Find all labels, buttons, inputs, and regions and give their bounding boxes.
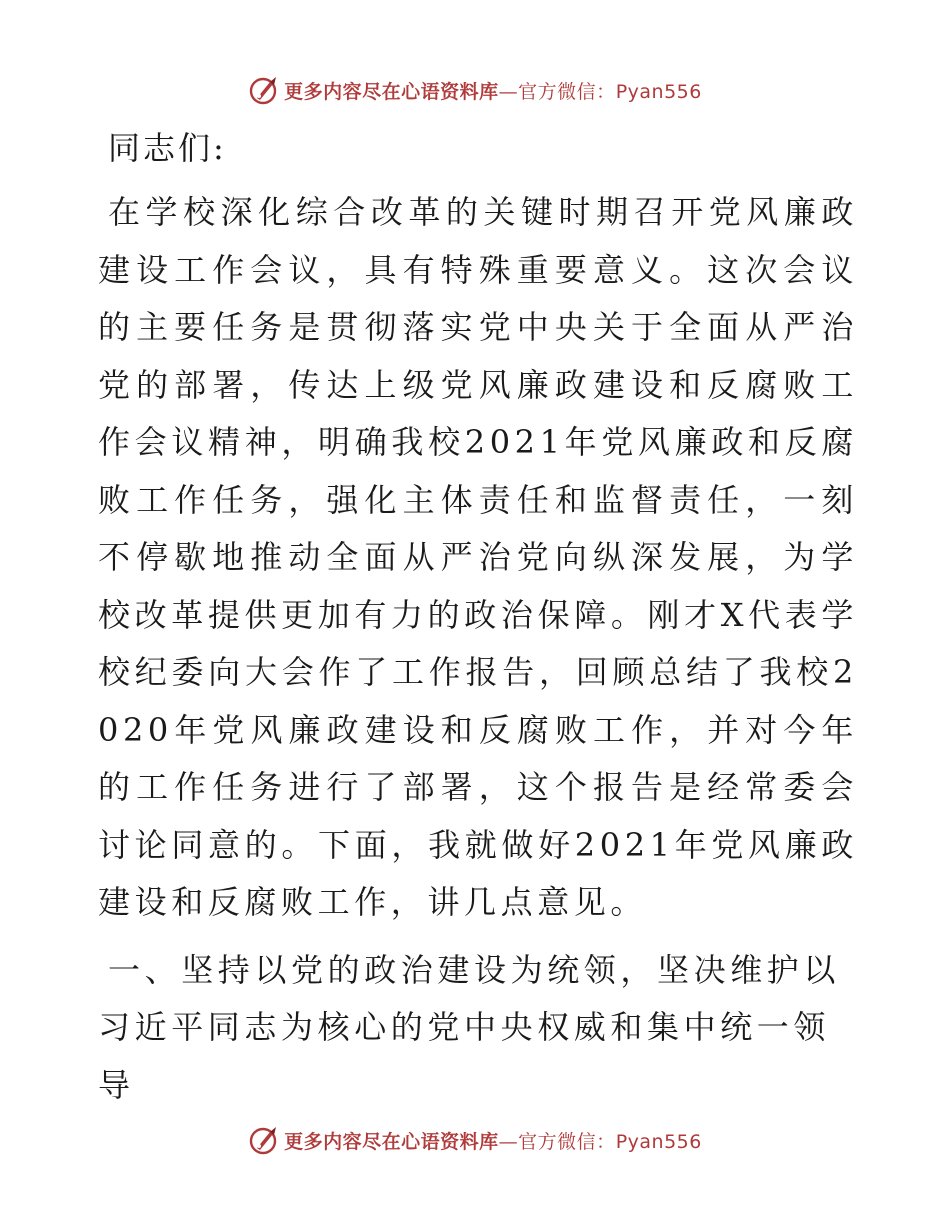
banner-account: Pyan556 [615,1130,702,1153]
banner-account: Pyan556 [615,80,702,103]
body-paragraph: 在学校深化综合改革的关键时期召开党风廉政建设工作会议，具有特殊重要意义。这次会议的主要任务是贯彻落实党中央关于全面从严治党的部署，传达上级党风廉政建设和反腐败工作会议精神，明确我校2021年党风廉政和反腐败工作任务，强化主体责任和监督责任，一刻不停歇地推动全面从严治党向纵深发展，为学校改革提供更加有力的政治保障。刚才X代表学校纪委向大会作了工作报告，回顾总结了我校2020年党风廉政建设和反腐败工作，并对今年的工作任务进行了部署，这个报告是经常委会讨论同意的。下面，我就做好2021年党风廉政建设和反腐败工作，讲几点意见。 [98,193,858,921]
quill-pen-logo-icon [248,1124,280,1156]
banner-main-text: 更多内容尽在心语资料库 [284,80,499,103]
banner-text [284,1127,702,1154]
banner-main-text: 更多内容尽在心语资料库 [284,1130,499,1153]
banner-text [284,77,702,104]
banner-separator: — [498,80,519,103]
salutation: 同志们: [108,129,227,167]
quill-pen-logo-icon [248,74,280,106]
banner-wechat-label: 官方微信： [518,1130,616,1153]
footer-banner [0,1120,950,1160]
header-banner [0,70,950,110]
document-body [98,122,858,1114]
section-heading: 一、坚持以党的政治建设为统领，坚决维护以习近平同志为核心的党中央权威和集中统一领导 [98,950,841,1104]
banner-separator: — [498,1130,519,1153]
banner-wechat-label: 官方微信： [518,80,616,103]
